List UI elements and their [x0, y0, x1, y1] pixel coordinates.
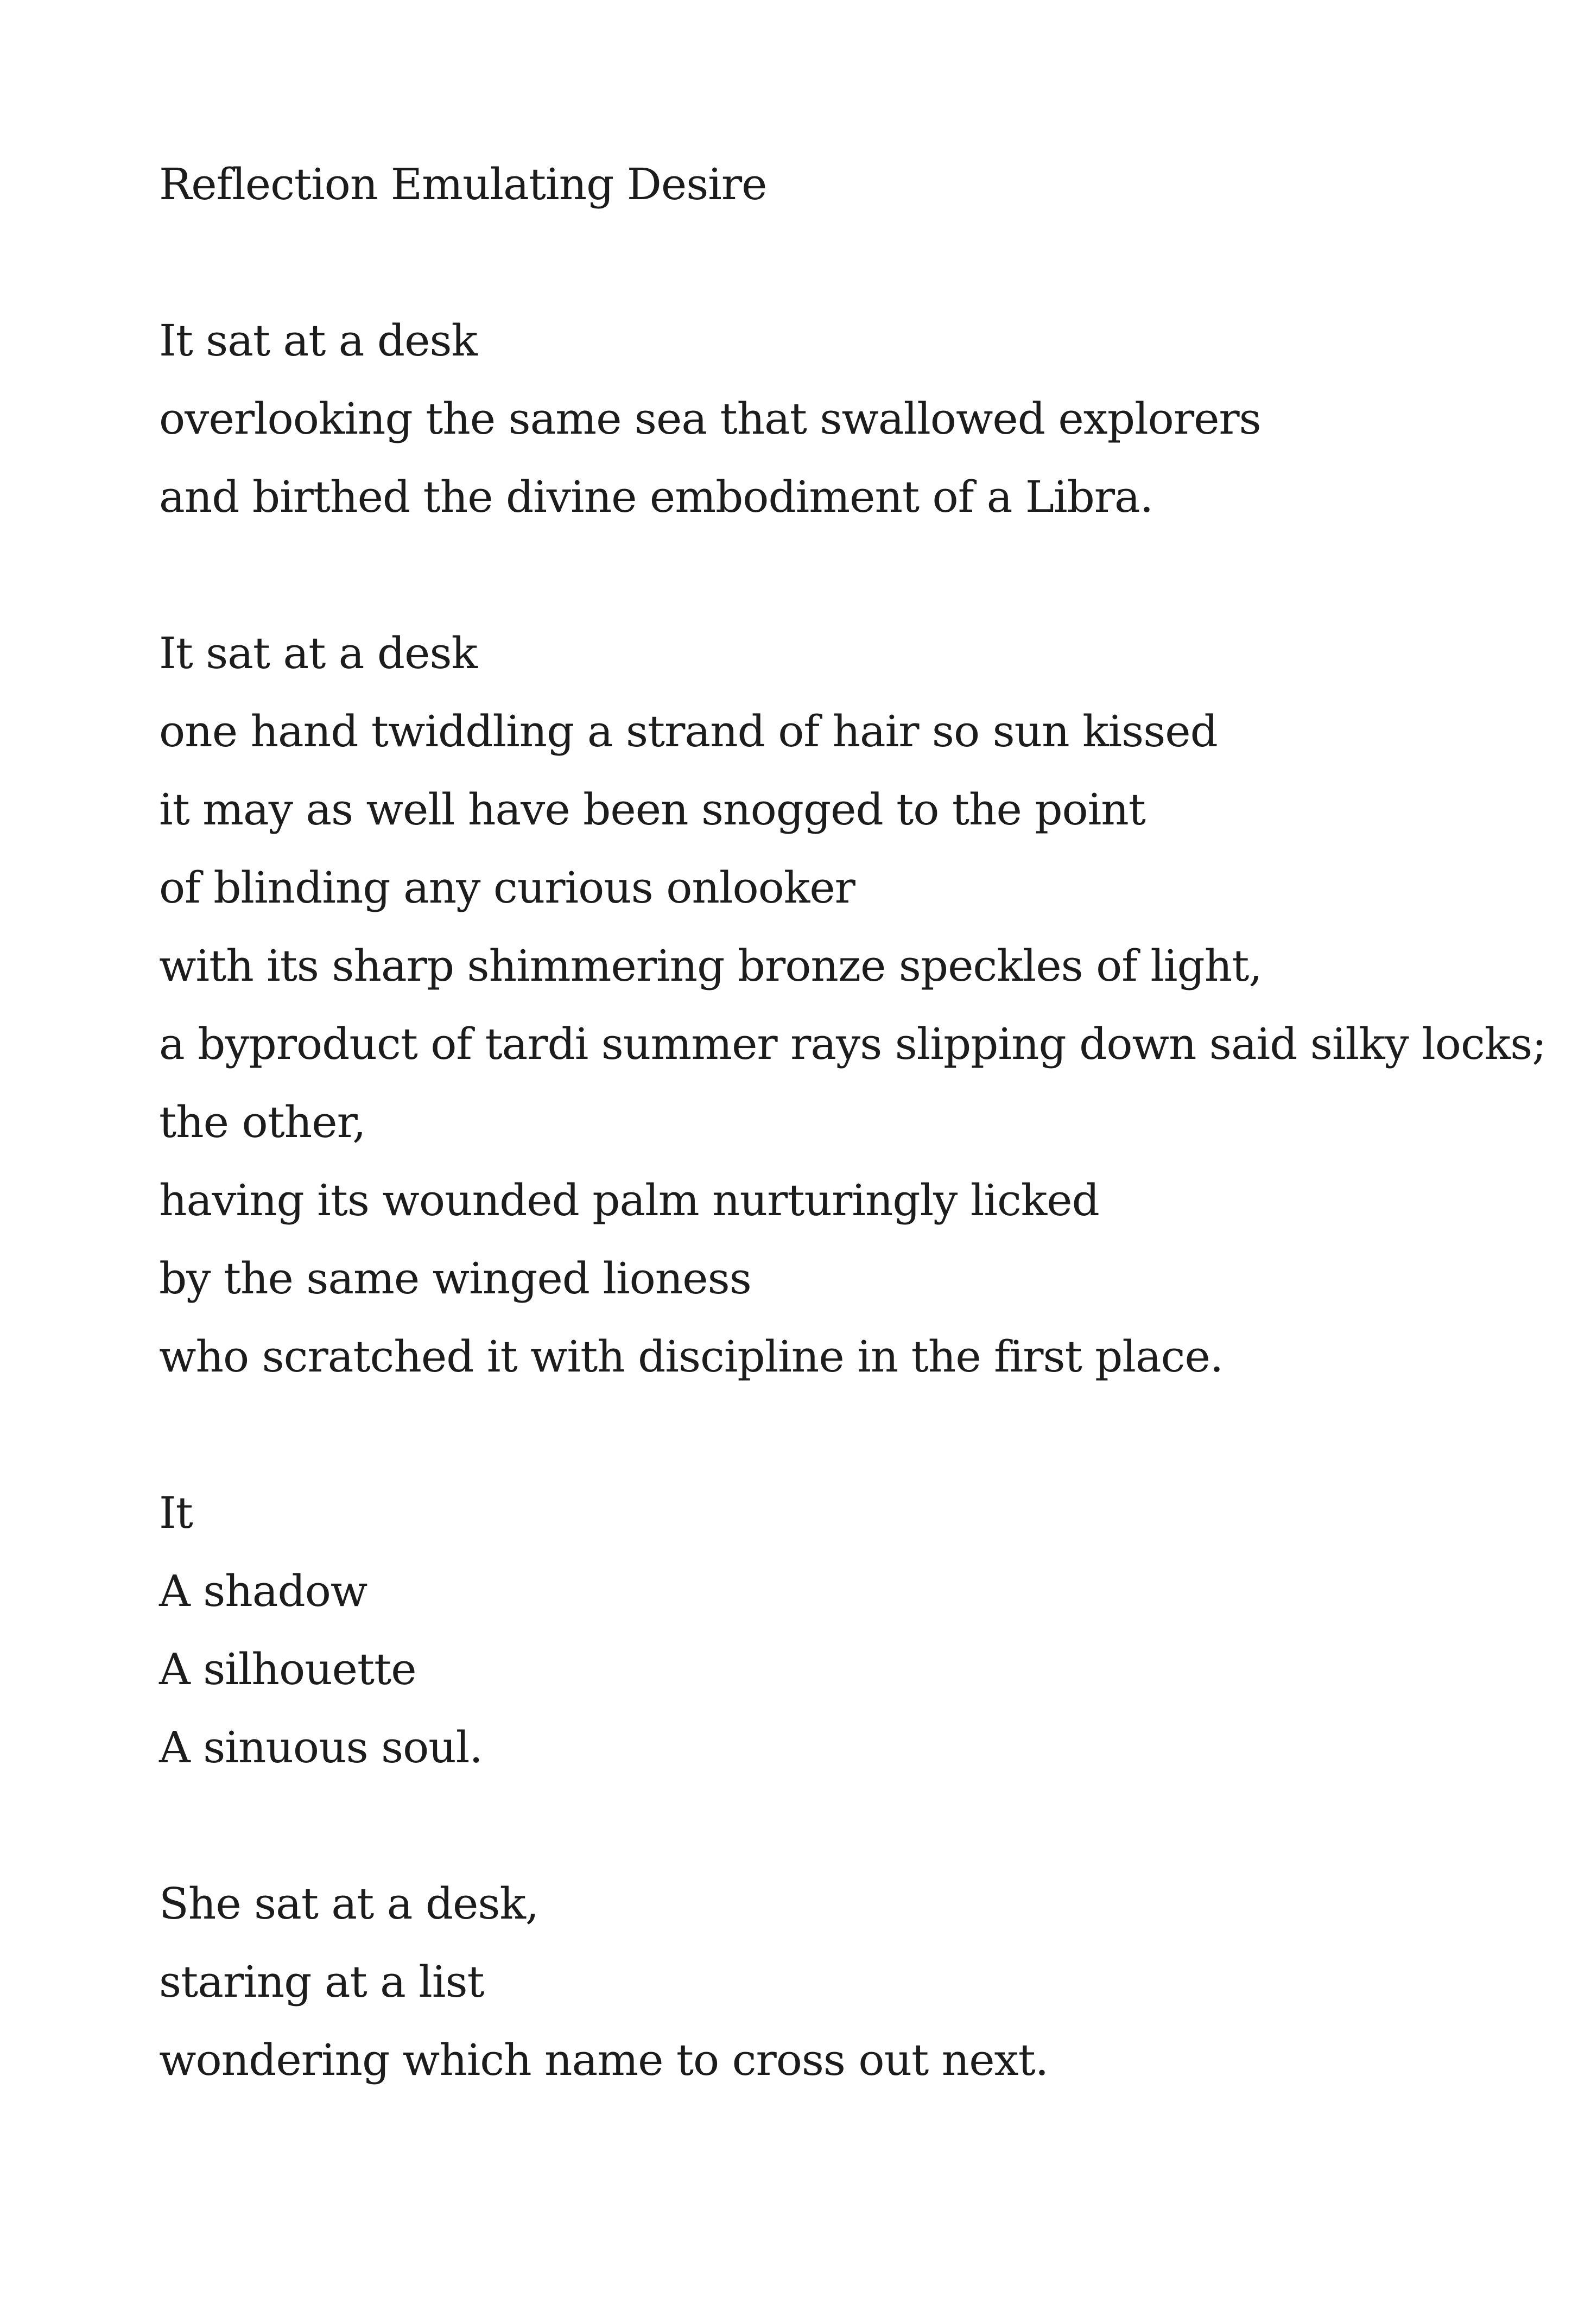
poem-line: It sat at a desk [159, 628, 477, 678]
stanza-3 [159, 1474, 1527, 1787]
stanza-2 [159, 614, 1546, 1396]
poem-line: staring at a list [159, 1957, 484, 2007]
poem-line: with its sharp shimmering bronze speckles of light, [159, 941, 1262, 991]
poem-line: It sat at a desk [159, 315, 477, 366]
poem-line: overlooking the same sea that swallowed explorers [159, 393, 1261, 444]
poem-line: A sinuous soul. [159, 1722, 483, 1773]
poem-line: of blinding any curious onlooker [159, 862, 855, 913]
poem-line: it may as well have been snogged to the point [159, 784, 1145, 835]
poem-line: A shadow [159, 1566, 367, 1616]
poem-title: Reflection Emulating Desire [159, 159, 767, 209]
poem-line: A silhouette [159, 1644, 416, 1694]
poem-line: one hand twiddling a strand of hair so sun kissed [159, 706, 1218, 757]
poem-line: by the same winged lioness [159, 1253, 751, 1304]
poem-line: who scratched it with discipline in the first place. [159, 1331, 1224, 1382]
poem-line: having its wounded palm nurturingly licked [159, 1175, 1099, 1226]
poem-line: the other, [159, 1097, 366, 1147]
poem-line: wondering which name to cross out next. [159, 2035, 1049, 2085]
poem-line: She sat at a desk, [159, 1878, 539, 1929]
poem [159, 145, 1546, 2099]
poem-line: and birthed the divine embodiment of a Libra. [159, 472, 1153, 522]
poem-line: It [159, 1488, 193, 1538]
stanza-4 [159, 1865, 1527, 2099]
poem-line: a byproduct of tardi summer rays slipping down said silky locks; [159, 1019, 1546, 1069]
stanza-1 [159, 302, 1527, 536]
